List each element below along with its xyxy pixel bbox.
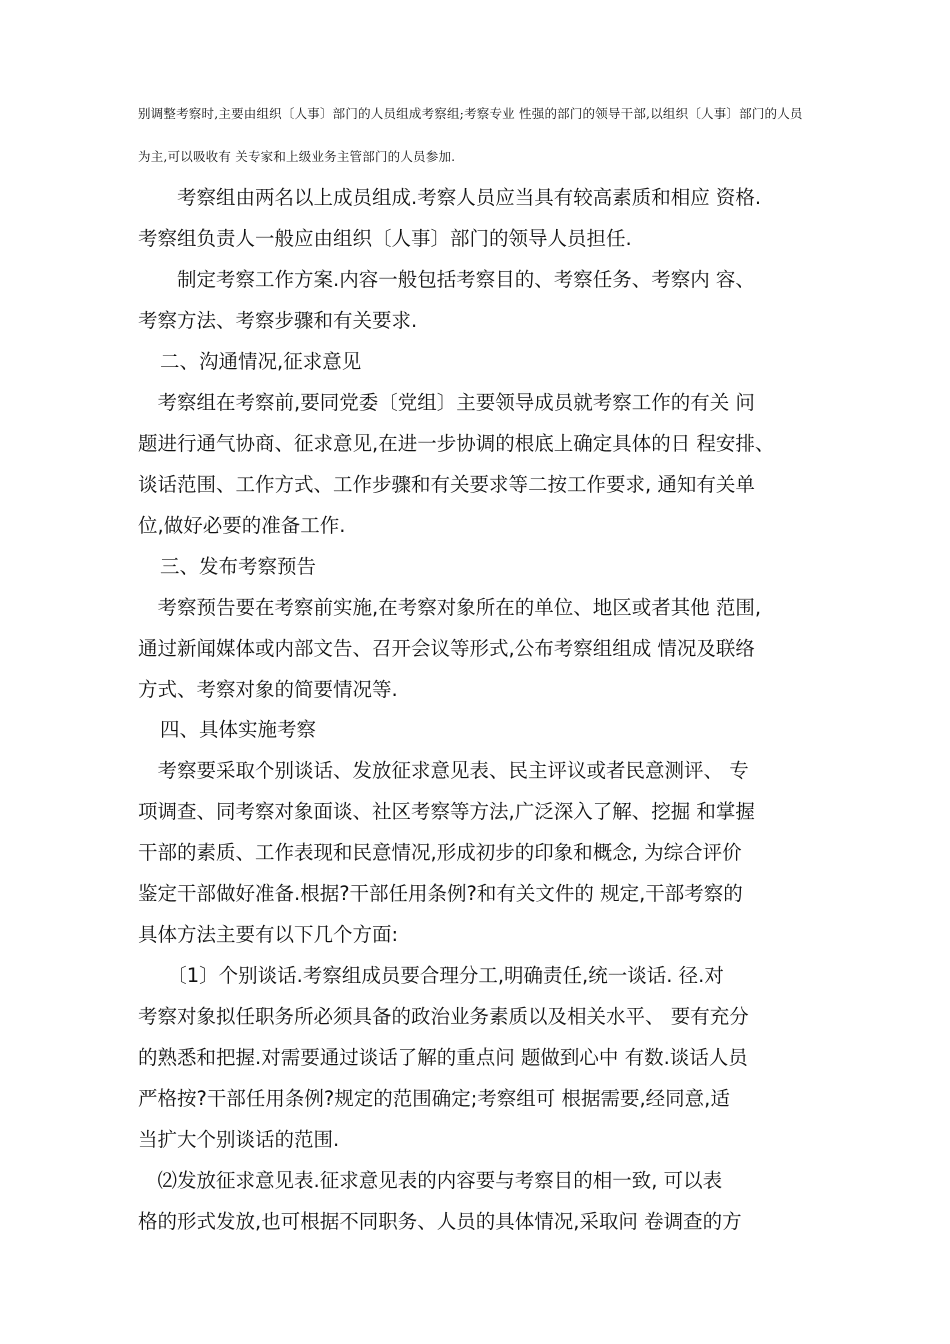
paragraph-group-composition	[138, 177, 838, 259]
text-line: 鉴定干部做好准备.根据?干部任用条例?和有关文件的 规定,干部考察的	[138, 882, 743, 905]
text-line: 制定考察工作方案.内容一般包括考察目的、考察任务、考察内 容、	[138, 268, 755, 291]
text-line: 通过新闻媒体或内部文告、召开会议等形式,公布考察组组成 情况及联络	[138, 637, 755, 660]
text-line: 题进行通气协商、征求意见,在进一步协调的根底上确定具体的日 程安排、	[138, 432, 775, 455]
paragraph-opinion-forms	[138, 1160, 838, 1242]
paragraph-announcement	[138, 587, 838, 710]
text-line: 考察对象拟任职务所必须具备的政治业务素质以及相关水平、 要有充分	[138, 1005, 749, 1028]
text-line: 考察组由两名以上成员组成.考察人员应当具有较高素质和相应 资格.	[138, 186, 762, 209]
text-line: 谈话范围、工作方式、工作步骤和有关要求等二按工作要求, 通知有关单	[138, 473, 755, 496]
text-line: 考察组在考察前,要同党委〔党组〕主要领导成员就考察工作的有关 问	[138, 391, 755, 414]
text-line: 当扩大个别谈话的范围.	[138, 1128, 340, 1151]
intro-line-1: 别调整考察时,主要由组织〔人事〕部门的人员组成考察组;考察专业 性强的部门的领导干部,以组织〔人事〕部门的人员	[138, 106, 803, 121]
text-line: 项调查、同考察对象面谈、社区考察等方法,广泛深入了解、挖掘 和掌握	[138, 800, 755, 823]
section-heading-2: 二、沟通情况,征求意见	[160, 350, 362, 373]
text-line: 干部的素质、工作表现和民意情况,形成初步的印象和概念, 为综合评价	[138, 841, 742, 864]
paragraph-communication	[138, 382, 838, 546]
text-line: ⑵发放征求意见表.征求意见表的内容要与考察目的相一致, 可以表	[138, 1169, 723, 1192]
section-heading-3: 三、发布考察预告	[160, 555, 317, 578]
paragraph-work-plan	[138, 259, 838, 341]
text-line: 严格按?干部任用条例?规定的范围确定;考察组可 根据需要,经同意,适	[138, 1087, 730, 1110]
intro-line-2: 为主,可以吸收有 关专家和上级业务主管部门的人员参加.	[138, 149, 456, 164]
text-line: 位,做好必要的准备工作.	[138, 514, 346, 537]
text-line: 格的形式发放,也可根据不同职务、人员的具体情况,采取问 卷调查的方	[138, 1210, 742, 1233]
text-line: 考察方法、考察步骤和有关要求.	[138, 309, 418, 332]
text-line: 考察组负责人一般应由组织〔人事〕部门的领导人员担任.	[138, 227, 632, 250]
text-line: 考察要采取个别谈话、发放征求意见表、民主评议或者民意测评、 专	[138, 759, 749, 782]
text-line: 方式、考察对象的简要情况等.	[138, 678, 398, 701]
paragraph-implementation	[138, 750, 838, 955]
text-line: 〔1〕个别谈话.考察组成员要合理分工,明确责任,统一谈话. 径.对	[138, 964, 724, 987]
text-line: 具体方法主要有以下几个方面:	[138, 923, 399, 946]
section-heading-4: 四、具体实施考察	[160, 718, 317, 741]
paragraph-individual-talks	[138, 955, 838, 1160]
text-line: 考察预告要在考察前实施,在考察对象所在的单位、地区或者其他 范围,	[138, 596, 762, 619]
text-line: 的熟悉和把握.对需要通过谈话了解的重点问 题做到心中 有数.谈话人员	[138, 1046, 748, 1069]
